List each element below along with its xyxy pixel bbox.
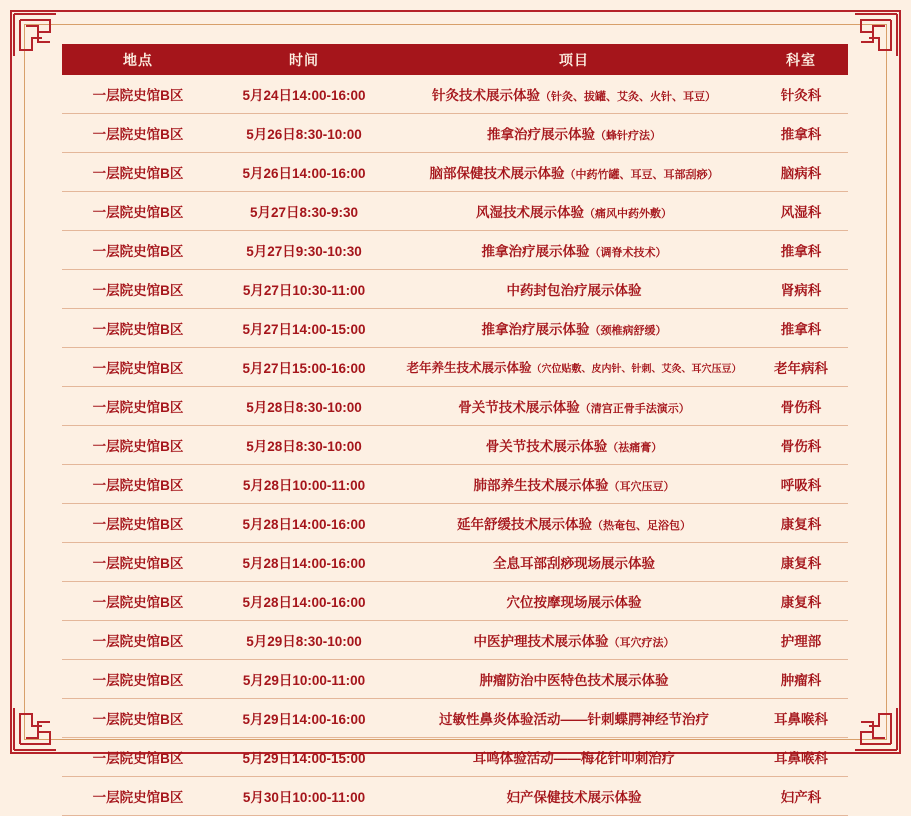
cell-time: 5月27日9:30-10:30: [214, 231, 394, 270]
cell-time: 5月27日15:00-16:00: [214, 348, 394, 387]
cell-time: 5月28日14:00-16:00: [214, 543, 394, 582]
cell-item-title: 骨关节技术展示体验: [485, 439, 608, 454]
cell-time: 5月27日8:30-9:30: [214, 192, 394, 231]
table-row: [62, 543, 848, 582]
cell-item: [394, 738, 754, 777]
cell-item-title: 推拿治疗展示体验: [487, 127, 595, 142]
cell-dept: 康复科: [754, 582, 848, 621]
column-header-place: 地点: [62, 44, 214, 75]
cell-item-title: 延年舒缓技术展示体验: [457, 517, 592, 532]
cell-time: 5月27日14:00-15:00: [214, 309, 394, 348]
cell-place: 一层院史馆B区: [62, 75, 214, 114]
cell-item: [394, 348, 754, 387]
column-header-time: 时间: [214, 44, 394, 75]
table-row: [62, 738, 848, 777]
cell-place: 一层院史馆B区: [62, 777, 214, 816]
cell-item-title: 全息耳部刮痧现场展示体验: [493, 556, 655, 571]
cell-dept: 推拿科: [754, 114, 848, 153]
cell-item-title: 中药封包治疗展示体验: [506, 283, 642, 298]
table-row: [62, 270, 848, 309]
schedule-table-container: [62, 44, 848, 816]
cell-item: [394, 660, 754, 699]
cell-time: 5月28日14:00-16:00: [214, 582, 394, 621]
cell-dept: 肿瘤科: [754, 660, 848, 699]
cell-item: [394, 777, 754, 816]
cell-place: 一层院史馆B区: [62, 699, 214, 738]
cell-place: 一层院史馆B区: [62, 504, 214, 543]
table-row: [62, 231, 848, 270]
cell-dept: 针灸科: [754, 75, 848, 114]
cell-time: 5月28日14:00-16:00: [214, 504, 394, 543]
cell-dept: 妇产科: [754, 777, 848, 816]
cell-item-title: 脑部保健技术展示体验: [429, 166, 565, 181]
cell-dept: 耳鼻喉科: [754, 738, 848, 777]
cell-place: 一层院史馆B区: [62, 192, 214, 231]
cell-item-title: 老年养生技术展示体验: [406, 361, 532, 375]
cell-item-title: 穴位按摩现场展示体验: [506, 595, 642, 610]
cell-item: [394, 504, 754, 543]
cell-dept: 推拿科: [754, 309, 848, 348]
cell-item: [394, 192, 754, 231]
cell-place: 一层院史馆B区: [62, 270, 214, 309]
cell-item: [394, 153, 754, 192]
cell-time: 5月24日14:00-16:00: [214, 75, 394, 114]
cell-item: [394, 582, 754, 621]
cell-time: 5月26日14:00-16:00: [214, 153, 394, 192]
cell-place: 一层院史馆B区: [62, 738, 214, 777]
cell-item: [394, 309, 754, 348]
cell-item-title: 推拿治疗展示体验: [481, 244, 590, 259]
cell-item-title: 妇产保健技术展示体验: [506, 790, 642, 805]
table-row: [62, 426, 848, 465]
cell-time: 5月27日10:30-11:00: [214, 270, 394, 309]
cell-place: 一层院史馆B区: [62, 621, 214, 660]
column-header-dept: 科室: [754, 44, 848, 75]
cell-item-title: 中医护理技术展示体验: [473, 634, 609, 649]
cell-item-title: 肿瘤防治中医特色技术展示体验: [479, 673, 669, 688]
cell-item: [394, 543, 754, 582]
cell-item-note: （调脊术技术）: [589, 247, 667, 259]
cell-place: 一层院史馆B区: [62, 582, 214, 621]
cell-dept: 呼吸科: [754, 465, 848, 504]
cell-item: [394, 75, 754, 114]
cell-item: [394, 270, 754, 309]
cell-item-title: 推拿治疗展示体验: [481, 322, 590, 337]
cell-item-note: （穴位贴敷、皮内针、针刺、艾灸、耳穴压豆）: [531, 364, 742, 375]
table-row: [62, 504, 848, 543]
cell-item-note: （耳穴压豆）: [608, 481, 675, 493]
cell-place: 一层院史馆B区: [62, 231, 214, 270]
cell-item-note: （耳穴疗法）: [608, 637, 675, 649]
table-row: [62, 309, 848, 348]
cell-dept: 耳鼻喉科: [754, 699, 848, 738]
cell-item-title: 肺部养生技术展示体验: [473, 478, 609, 493]
cell-item: [394, 387, 754, 426]
cell-item-note: （热奄包、足浴包）: [592, 520, 691, 532]
cell-item: [394, 465, 754, 504]
cell-item-title: 骨关节技术展示体验: [458, 400, 580, 415]
cell-dept: 脑病科: [754, 153, 848, 192]
table-row: [62, 348, 848, 387]
column-header-item: 项目: [394, 44, 754, 75]
cell-dept: 骨伤科: [754, 387, 848, 426]
cell-time: 5月30日10:00-11:00: [214, 777, 394, 816]
cell-item-note: （痛风中药外敷）: [584, 208, 672, 220]
cell-time: 5月29日14:00-16:00: [214, 699, 394, 738]
cell-time: 5月29日10:00-11:00: [214, 660, 394, 699]
cell-dept: 护理部: [754, 621, 848, 660]
cell-dept: 风湿科: [754, 192, 848, 231]
cell-item-title: 过敏性鼻炎体验活动——针刺蝶腭神经节治疗: [439, 712, 709, 727]
cell-dept: 骨伤科: [754, 426, 848, 465]
table-header: [62, 44, 848, 75]
cell-item: [394, 426, 754, 465]
cell-place: 一层院史馆B区: [62, 426, 214, 465]
table-row: [62, 192, 848, 231]
cell-dept: 老年病科: [754, 348, 848, 387]
cell-place: 一层院史馆B区: [62, 660, 214, 699]
cell-time: 5月28日8:30-10:00: [214, 387, 394, 426]
cell-place: 一层院史馆B区: [62, 387, 214, 426]
cell-dept: 康复科: [754, 543, 848, 582]
cell-item: [394, 699, 754, 738]
table-row: [62, 153, 848, 192]
cell-place: 一层院史馆B区: [62, 348, 214, 387]
table-row: [62, 465, 848, 504]
cell-item: [394, 231, 754, 270]
table-row: [62, 582, 848, 621]
cell-time: 5月28日10:00-11:00: [214, 465, 394, 504]
cell-item-note: （针灸、拔罐、艾灸、火针、耳豆）: [540, 91, 716, 103]
table-row: [62, 660, 848, 699]
table-row: [62, 114, 848, 153]
cell-item-title: 风湿技术展示体验: [476, 205, 584, 220]
cell-item-note: （祛痛膏）: [607, 442, 663, 454]
cell-item-note: （中药竹罐、耳豆、耳部刮痧）: [564, 169, 719, 181]
table-row: [62, 699, 848, 738]
cell-time: 5月26日8:30-10:00: [214, 114, 394, 153]
table-body: [62, 75, 848, 816]
cell-place: 一层院史馆B区: [62, 114, 214, 153]
cell-dept: 推拿科: [754, 231, 848, 270]
cell-time: 5月29日8:30-10:00: [214, 621, 394, 660]
table-header-row: [62, 44, 848, 75]
table-row: [62, 75, 848, 114]
cell-item-note: （清宫正骨手法演示）: [579, 403, 690, 415]
cell-item-title: 耳鸣体验活动——梅花针叩刺治疗: [472, 751, 676, 766]
cell-item-note: （颈椎病舒缓）: [589, 325, 667, 337]
cell-dept: 康复科: [754, 504, 848, 543]
cell-item: [394, 621, 754, 660]
cell-dept: 肾病科: [754, 270, 848, 309]
cell-place: 一层院史馆B区: [62, 309, 214, 348]
cell-place: 一层院史馆B区: [62, 465, 214, 504]
table-row: [62, 777, 848, 816]
cell-time: 5月29日14:00-15:00: [214, 738, 394, 777]
table-row: [62, 387, 848, 426]
table-row: [62, 621, 848, 660]
cell-item: [394, 114, 754, 153]
cell-place: 一层院史馆B区: [62, 543, 214, 582]
cell-item-note: （蜂针疗法）: [595, 130, 661, 142]
cell-place: 一层院史馆B区: [62, 153, 214, 192]
cell-time: 5月28日8:30-10:00: [214, 426, 394, 465]
cell-item-title: 针灸技术展示体验: [432, 88, 540, 103]
schedule-table: [62, 44, 848, 816]
